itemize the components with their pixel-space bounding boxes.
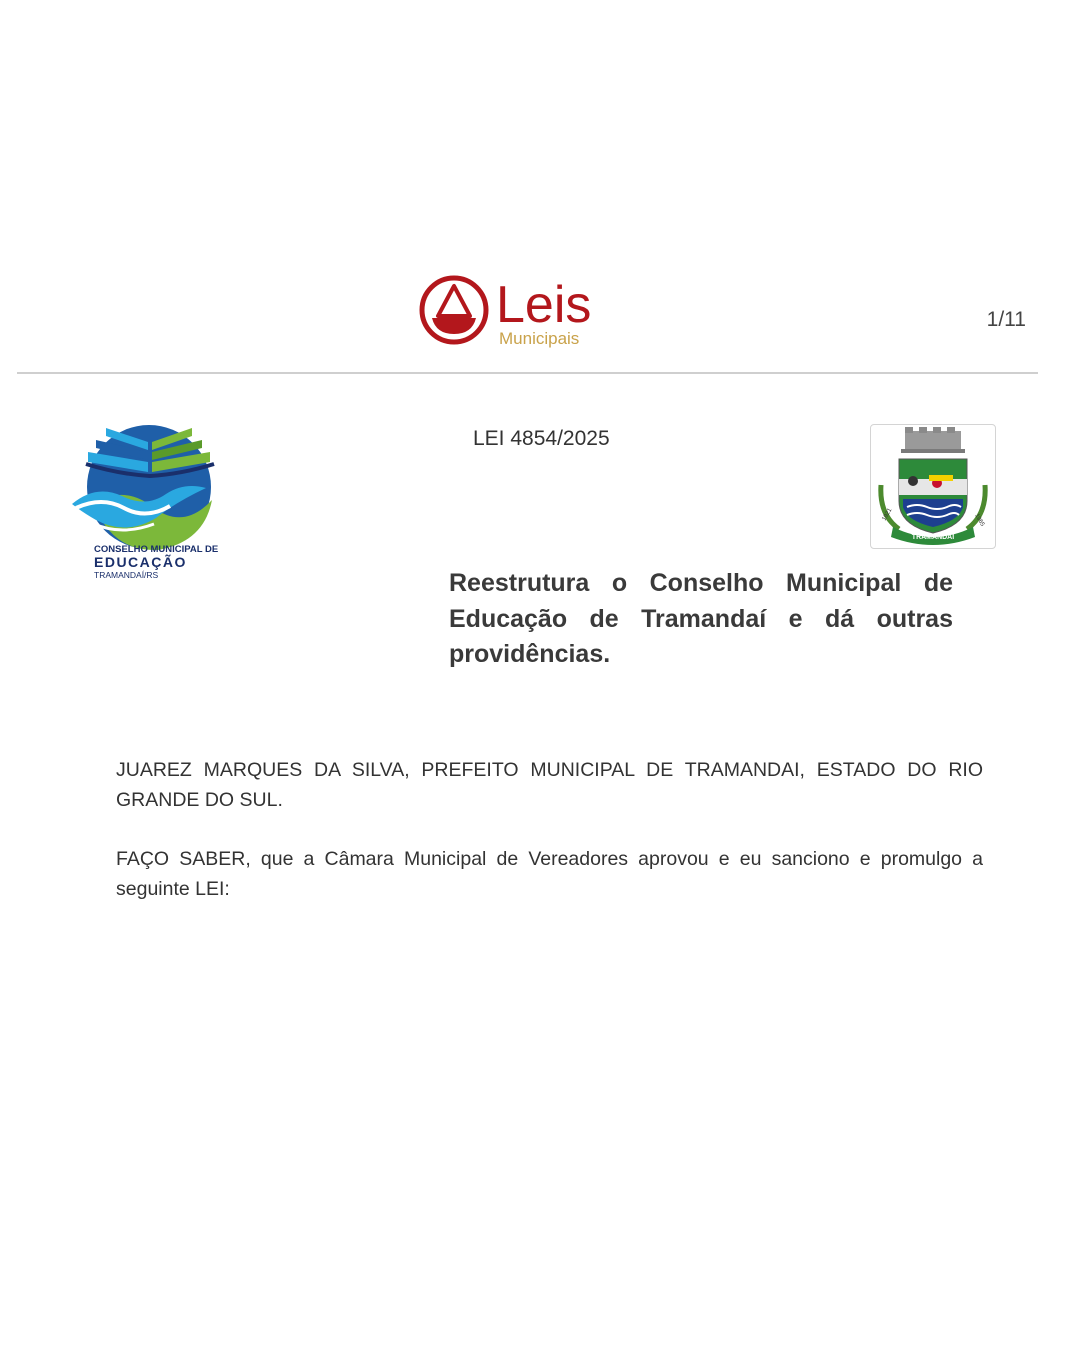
leis-municipais-logo (418, 272, 608, 352)
council-education-logo (66, 412, 236, 587)
preamble-paragraph: JUAREZ MARQUES DA SILVA, PREFEITO MUNICIPAL DE TRAMANDAI, ESTADO DO RIO GRANDE DO SUL. (116, 759, 983, 811)
council-logo-line1: CONSELHO MUNICIPAL DE (94, 544, 219, 555)
coat-of-arms-icon (871, 425, 995, 548)
law-summary: Reestrutura o Conselho Municipal de Educação de Tramandaí e dá outras providências. (449, 569, 953, 668)
page-number: 1/11 (986, 308, 1026, 331)
scales-of-justice-icon (418, 272, 608, 352)
municipal-coat-of-arms (870, 424, 996, 549)
header-divider (17, 372, 1038, 374)
open-book-wave-icon (66, 412, 236, 587)
council-logo-line2: EDUCAÇÃO (94, 554, 187, 570)
brand-subtitle: Municipais (499, 329, 580, 348)
coat-ribbon-text: TRAMANDAÍ (911, 534, 955, 541)
brand-title: Leis (496, 276, 592, 334)
enactment-paragraph: FAÇO SABER, que a Câmara Municipal de Vereadores aprovou e eu sanciono e promulgo a seguinte LEI: (116, 848, 983, 900)
law-number: LEI 4854/2025 (473, 427, 610, 450)
coat-year-right: 1965 (973, 513, 986, 528)
council-logo-line3: TRAMANDAÍ/RS (94, 570, 159, 580)
coat-year-left: 1921 (881, 507, 894, 522)
